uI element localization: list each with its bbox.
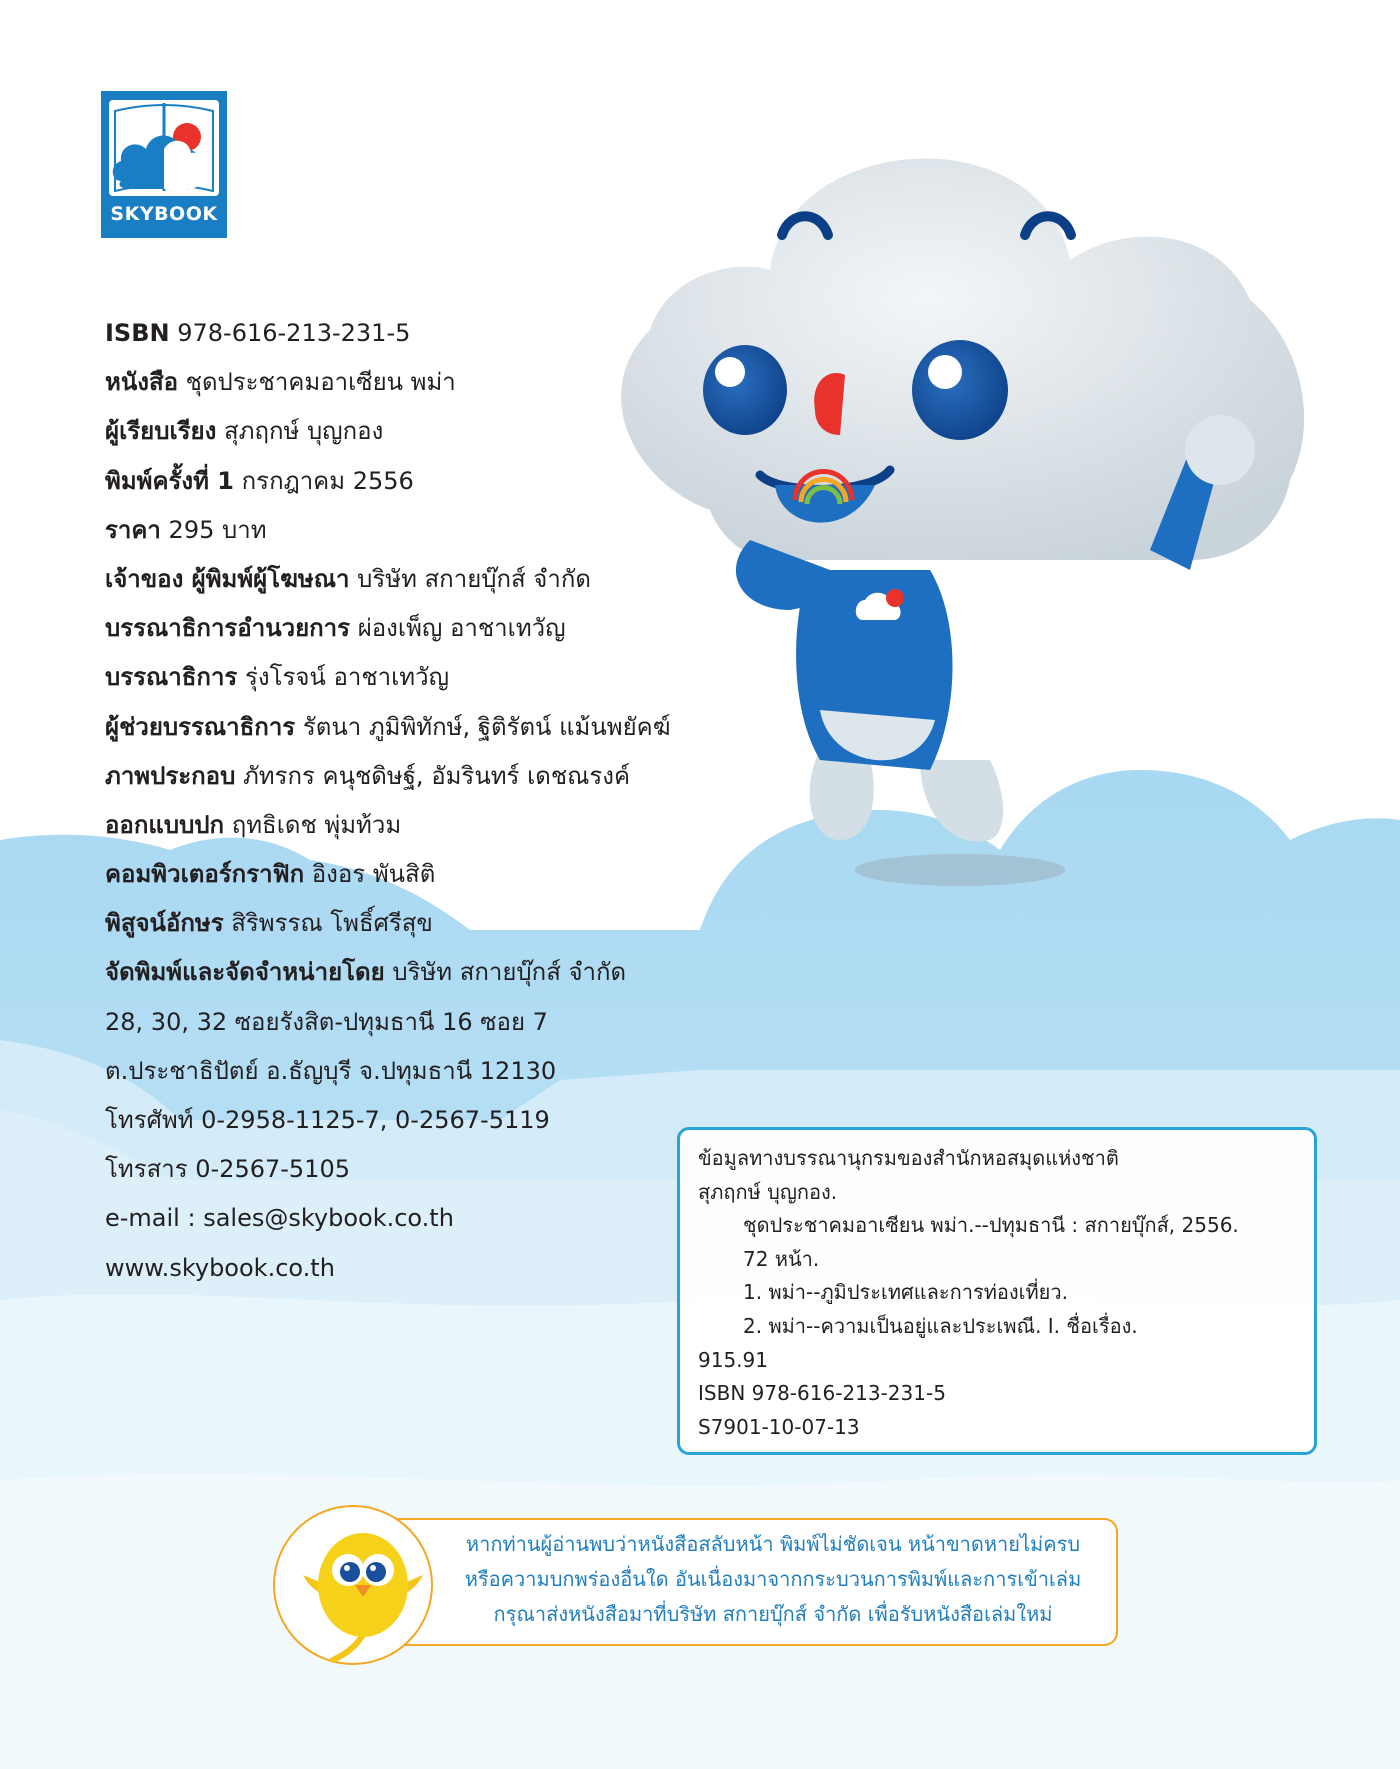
credit-line: บรรณาธิการ รุ่งโรจน์ อาชาเทวัญ xyxy=(105,663,450,692)
cip-data-box xyxy=(677,1127,1317,1455)
email-link[interactable]: e-mail : sales@skybook.co.th xyxy=(105,1204,454,1233)
notice-text xyxy=(433,1527,1113,1632)
cip-isbn: ISBN 978-616-213-231-5 xyxy=(698,1381,946,1406)
cloud-mascot-illustration xyxy=(590,150,1330,910)
cip-title: ชุดประชาคมอาเซียน พม่า.--ปทุมธานี : สกายบุ๊กส์, 2556. xyxy=(743,1213,1239,1238)
credit-line: จัดพิมพ์และจัดจำหน่ายโดย บริษัท สกายบุ๊กส์ จำกัด xyxy=(105,958,627,987)
notice-line-2: หรือความบกพร่องอื่นใด อันเนื่องมาจากกระบวนการพิมพ์และการเข้าเล่ม xyxy=(464,1567,1082,1591)
cip-author: สุภฤกษ์ บุญกอง. xyxy=(698,1179,838,1204)
credit-line: เจ้าของ ผู้พิมพ์ผู้โฆษณา บริษัท สกายบุ๊กส์ จำกัด xyxy=(105,564,591,593)
credit-line: บรรณาธิการอำนวยการ ผ่องเพ็ญ อาชาเทวัญ xyxy=(105,614,566,643)
credit-line: คอมพิวเตอร์กราฟิก อิงอร พันสิติ xyxy=(105,860,436,889)
logo-brand-text: SKYBOOK xyxy=(110,203,218,225)
cip-class-number: 915.91 xyxy=(698,1347,768,1372)
credit-line: ISBN 978-616-213-231-5 xyxy=(105,319,411,347)
fax-line: โทรสาร 0-2567-5105 xyxy=(105,1155,350,1184)
credit-line: หนังสือ ชุดประชาคมอาเซียน พม่า xyxy=(105,368,456,397)
credit-line: ผู้เรียบเรียง สุภฤกษ์ บุญกอง xyxy=(105,417,384,446)
cip-subject-1: 1. พม่า--ภูมิประเทศและการท่องเที่ยว. xyxy=(743,1280,1068,1305)
cip-heading: ข้อมูลทางบรรณานุกรมของสำนักหอสมุดแห่งชาติ xyxy=(698,1146,1119,1170)
notice-line-1: หากท่านผู้อ่านพบว่าหนังสือสลับหน้า พิมพ์ไม่ชัดเจน หน้าขาดหายไม่ครบ xyxy=(465,1532,1081,1556)
address-line: ต.ประชาธิปัตย์ อ.ธัญบุรี จ.ปทุมธานี 12130 xyxy=(105,1056,557,1085)
credit-line: ผู้ช่วยบรรณาธิการ รัตนา ภูมิพิทักษ์, ฐิติรัตน์ แม้นพยัคฆ์ xyxy=(105,712,671,741)
cip-subject-2: 2. พม่า--ความเป็นอยู่และประเพณี. I. ชื่อเรื่อง. xyxy=(743,1313,1138,1338)
credit-line: ออกแบบปก ฤทธิเดช พุ่มท้วม xyxy=(105,810,402,839)
cip-pages: 72 หน้า. xyxy=(743,1246,820,1271)
phone-line: โทรศัพท์ 0-2958-1125-7, 0-2567-5119 xyxy=(105,1106,550,1134)
credit-line: พิมพ์ครั้งที่ 1 กรกฎาคม 2556 xyxy=(105,466,414,495)
cip-code: S7901-10-07-13 xyxy=(698,1414,860,1439)
notice-line-3: กรุณาส่งหนังสือมาที่บริษัท สกายบุ๊กส์ จำกัด เพื่อรับหนังสือเล่มใหม่ xyxy=(493,1602,1053,1626)
bird-mascot-icon xyxy=(293,1505,433,1665)
credit-line: พิสูจน์อักษร สิริพรรณ โพธิ์ศรีสุข xyxy=(105,909,433,938)
credit-line: ราคา 295 บาท xyxy=(105,515,267,544)
website-link[interactable]: www.skybook.co.th xyxy=(105,1253,335,1282)
address-line: 28, 30, 32 ซอยรังสิต-ปทุมธานี 16 ซอย 7 xyxy=(105,1007,548,1036)
credit-line: ภาพประกอบ ภัทรกร คนุชดิษฐ์, อัมรินทร์ เดชณรงค์ xyxy=(105,761,631,790)
defect-notice xyxy=(273,1505,1161,1665)
